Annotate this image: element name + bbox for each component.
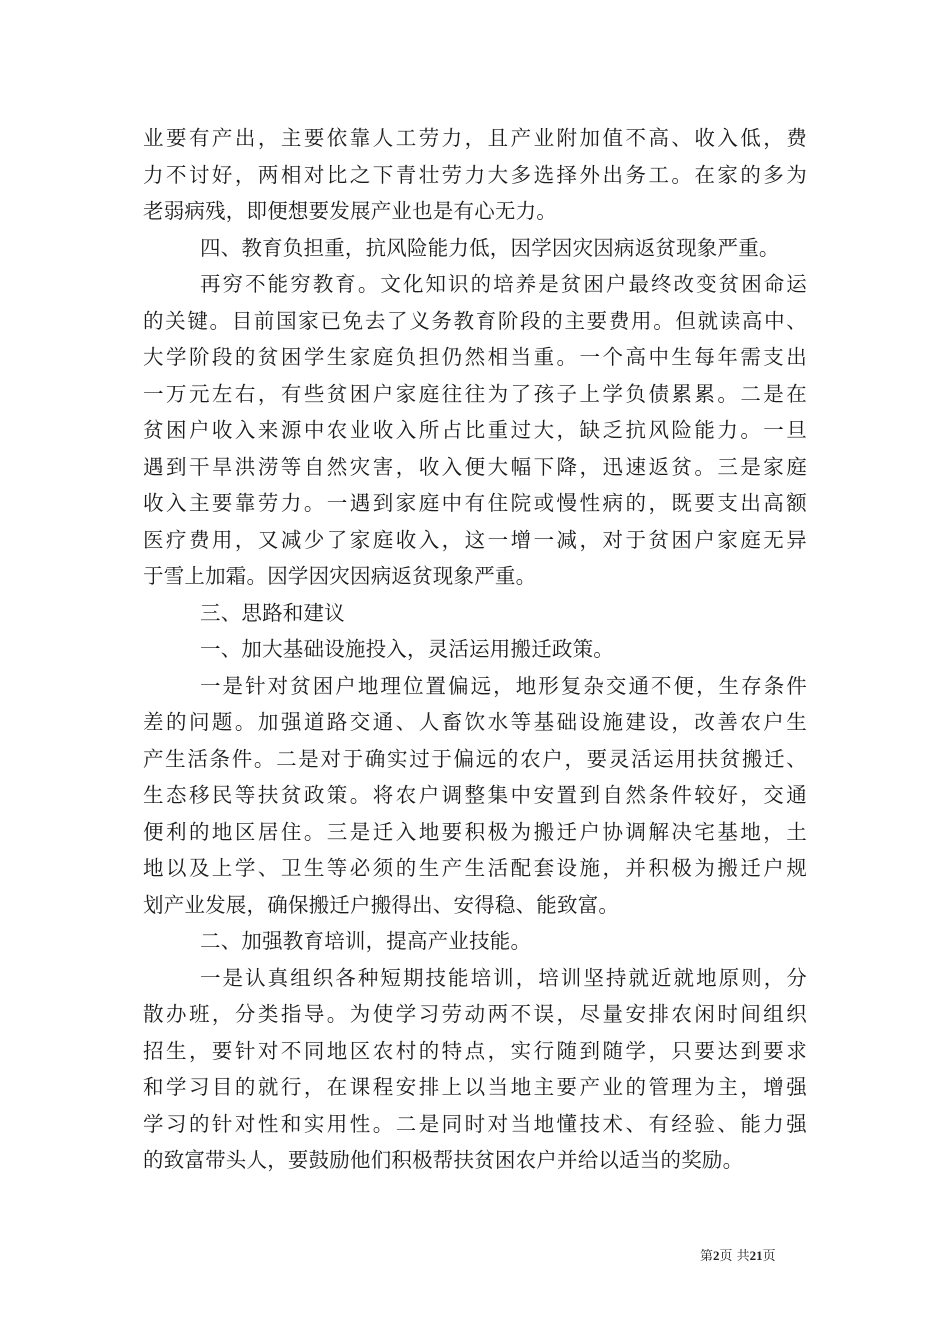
text-line: 学习的针对性和实用性。二是同时对当地懂技术、有经验、能力强 (143, 1111, 807, 1136)
subsection-heading: 一、加大基础设施投入，灵活运用搬迁政策。 (200, 637, 614, 661)
text-line: 便利的地区居住。三是迁入地要积极为搬迁户协调解决宅基地，土 (143, 819, 807, 844)
total-page-number: 21 (749, 1248, 763, 1263)
text-line: 贫困户收入来源中农业收入所占比重过大，缺乏抗风险能力。一旦 (143, 418, 807, 442)
text-line: 力不讨好，两相对比之下青壮劳力大多选择外出务工。在家的多为 (143, 162, 807, 187)
text-line: 的致富带头人，要鼓励他们积极帮扶贫困农户并给以适当的奖励。 (143, 1148, 744, 1172)
text-line: 产生活条件。二是对于确实过于偏远的农户，要灵活运用扶贫搬迁、 (143, 746, 807, 771)
text-line: 收入主要靠劳力。一遇到家庭中有住院或慢性病的，既要支出高额 (143, 491, 807, 515)
text-line: 医疗费用，又减少了家庭收入，这一增一减，对于贫困户家庭无异 (143, 527, 807, 552)
text-line: 差的问题。加强道路交通、人畜饮水等基础设施建设，改善农户生 (143, 710, 807, 734)
text-line: 遇到干旱洪涝等自然灾害，收入便大幅下降，迅速返贫。三是家庭 (143, 454, 807, 479)
paragraph-start: 一是针对贫困户地理位置偏远，地形复杂交通不便，生存条件 (200, 673, 807, 698)
text-line: 生态移民等扶贫政策。将农户调整集中安置到自然条件较好，交通 (143, 783, 807, 807)
text-line: 老弱病残，即便想要发展产业也是有心无力。 (143, 199, 557, 223)
text-line: 招生，要针对不同地区农村的特点，实行随到随学，只要达到要求 (143, 1038, 807, 1063)
subsection-heading: 二、加强教育培训，提高产业技能。 (200, 929, 532, 953)
section-heading: 四、教育负担重，抗风险能力低，因学因灾因病返贫现象严重。 (200, 235, 780, 260)
footer-prefix: 第 (700, 1249, 714, 1264)
page-number-footer (700, 1245, 810, 1264)
footer-suffix: 页 (762, 1249, 776, 1264)
text-line: 业要有产出，主要依靠人工劳力，且产业附加值不高、收入低，费 (143, 126, 807, 150)
text-line: 划产业发展，确保搬迁户搬得出、安得稳、能致富。 (143, 892, 620, 917)
current-page-number: 2 (713, 1248, 720, 1263)
text-line: 散办班，分类指导。为使学习劳动两不误，尽量安排农闲时间组织 (143, 1002, 807, 1026)
text-line: 地以及上学、卫生等必须的生产生活配套设施，并积极为搬迁户规 (143, 856, 807, 880)
footer-middle: 页 共 (719, 1249, 750, 1264)
paragraph-start: 一是认真组织各种短期技能培训，培训坚持就近就地原则，分 (200, 965, 807, 990)
text-line: 的关键。目前国家已免去了义务教育阶段的主要费用。但就读高中、 (143, 308, 807, 333)
text-line: 和学习目的就行，在课程安排上以当地主要产业的管理为主，增强 (143, 1075, 807, 1099)
paragraph-start: 再穷不能穷教育。文化知识的培养是贫困户最终改变贫困命运 (200, 272, 807, 296)
section-heading: 三、思路和建议 (200, 600, 345, 625)
text-line: 一万元左右，有些贫困户家庭往往为了孩子上学负债累累。二是在 (143, 381, 807, 406)
text-line: 大学阶段的贫困学生家庭负担仍然相当重。一个高中生每年需支出 (143, 345, 807, 369)
text-line: 于雪上加霜。因学因灾因病返贫现象严重。 (143, 564, 537, 588)
document-body (143, 120, 807, 1179)
